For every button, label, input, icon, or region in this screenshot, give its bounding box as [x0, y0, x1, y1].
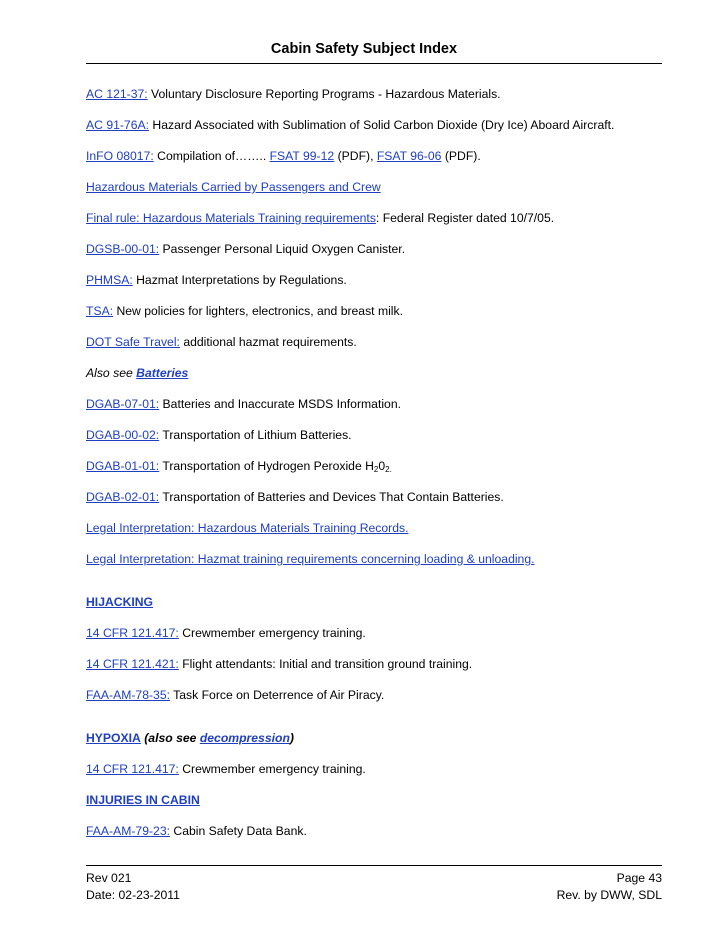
footer-line-1 [86, 870, 662, 886]
entry-text: Transportation of Hydrogen Peroxide H [159, 459, 374, 473]
page-title: Cabin Safety Subject Index [270, 41, 458, 57]
entry-phmsa [86, 272, 347, 288]
entry-also-see-batteries [86, 365, 188, 381]
heading-hypoxia [86, 730, 294, 746]
entry-dgab-02-01 [86, 489, 504, 505]
entry-ac-91-76a [86, 117, 614, 133]
page-number: Page 43 [616, 871, 662, 885]
subscript: 2 [373, 465, 379, 474]
link-phmsa[interactable]: PHMSA: [86, 273, 133, 287]
entry-text: Passenger Personal Liquid Oxygen Canister. [159, 242, 406, 256]
entry-text: Voluntary Disclosure Reporting Programs - Hazardous Materials. [147, 87, 501, 101]
entry-ac-121-37 [86, 86, 501, 102]
close-paren: ) [289, 731, 294, 745]
entry-text: Hazard Associated with Sublimation of Solid Carbon Dioxide (Dry Ice) Aboard Aircraft. [149, 118, 615, 132]
link-ac-91-76a[interactable]: AC 91-76A: [86, 118, 150, 132]
entry-text: Task Force on Deterrence of Air Piracy. [170, 688, 385, 702]
link-dgab-00-02[interactable]: DGAB-00-02: [86, 428, 160, 442]
link-ac-121-37[interactable]: AC 121-37: [86, 87, 148, 101]
link-fsat-99-12[interactable]: FSAT 99-12 [269, 149, 335, 163]
entry-legal-training-records [86, 520, 408, 536]
footer-rule [86, 865, 662, 866]
entry-faa-am-78-35 [86, 687, 384, 703]
link-tsa[interactable]: TSA: [86, 304, 114, 318]
entry-dot-safe-travel [86, 334, 357, 350]
heading-hijacking [86, 594, 153, 610]
link-dgab-07-01[interactable]: DGAB-07-01: [86, 397, 160, 411]
link-injuries-in-cabin[interactable]: INJURIES IN CABIN [86, 793, 200, 807]
link-hijacking[interactable]: HIJACKING [86, 595, 154, 609]
link-dgsb-00-01[interactable]: DGSB-00-01: [86, 242, 160, 256]
link-14cfr-121-421[interactable]: 14 CFR 121.421: [86, 657, 179, 671]
entry-dgab-00-02 [86, 427, 352, 443]
also-see-label: (also see [140, 731, 200, 745]
entry-text: Batteries and Inaccurate MSDS Information. [159, 397, 401, 411]
entry-text: Flight attendants: Initial and transition ground training. [178, 657, 473, 671]
link-dot-safe-travel[interactable]: DOT Safe Travel: [86, 335, 180, 349]
link-hypoxia[interactable]: HYPOXIA [86, 731, 141, 745]
entry-text: : Federal Register dated 10/7/05. [375, 211, 555, 225]
entry-info-08017 [86, 148, 481, 164]
link-faa-am-79-23[interactable]: FAA-AM-79-23: [86, 824, 170, 838]
revision-date: Date: 02-23-2011 [86, 888, 180, 902]
link-fsat-96-06[interactable]: FSAT 96-06 [376, 149, 442, 163]
entry-14cfr-121-417-b [86, 761, 366, 777]
link-dgab-02-01[interactable]: DGAB-02-01: [86, 490, 160, 504]
entry-text: Compilation of…….. [153, 149, 270, 163]
subscript: 2. [385, 465, 392, 474]
entry-dgab-01-01 [86, 458, 392, 478]
revision-number: Rev 021 [86, 871, 132, 885]
link-dgab-01-01[interactable]: DGAB-01-01: [86, 459, 160, 473]
entry-faa-am-79-23 [86, 823, 307, 839]
link-14cfr-121-417[interactable]: 14 CFR 121.417: [86, 626, 179, 640]
entry-14cfr-121-417 [86, 625, 366, 641]
entry-text: Hazmat Interpretations by Regulations. [132, 273, 347, 287]
entry-text: Transportation of Lithium Batteries. [159, 428, 352, 442]
entry-text: Transportation of Batteries and Devices That Contain Batteries. [159, 490, 504, 504]
revised-by: Rev. by DWW, SDL [556, 888, 662, 902]
entry-legal-loading-unloading [86, 551, 535, 567]
entry-text: Cabin Safety Data Bank. [170, 824, 307, 838]
link-decompression[interactable]: decompression [199, 731, 290, 745]
entry-text: (PDF), [334, 149, 377, 163]
entry-14cfr-121-421 [86, 656, 472, 672]
link-legal-training-records[interactable]: Legal Interpretation: Hazardous Materials Training Records. [86, 521, 409, 535]
entry-text: Crewmember emergency training. [178, 626, 366, 640]
entry-dgsb-00-01 [86, 241, 405, 257]
link-info-08017[interactable]: InFO 08017: [86, 149, 154, 163]
entry-text: (PDF). [441, 149, 481, 163]
entry-text: additional hazmat requirements. [179, 335, 357, 349]
entry-dgab-07-01 [86, 396, 401, 412]
entry-text: Crewmember emergency training. [178, 762, 366, 776]
header-rule [86, 63, 662, 64]
link-batteries[interactable]: Batteries [136, 366, 189, 380]
also-see-label: Also see [86, 366, 137, 380]
heading-injuries-in-cabin [86, 792, 200, 808]
link-final-rule-hazmat-training[interactable]: Final rule: Hazardous Materials Training requirements [86, 211, 376, 225]
entry-text: 0 [378, 459, 386, 473]
footer-line-2 [86, 887, 662, 903]
link-14cfr-121-417[interactable]: 14 CFR 121.417: [86, 762, 179, 776]
link-legal-loading-unloading[interactable]: Legal Interpretation: Hazmat training requirements concerning loading & unloading. [86, 552, 535, 566]
entry-text: New policies for lighters, electronics, and breast milk. [113, 304, 403, 318]
entry-final-rule [86, 210, 554, 226]
entry-hazmat-passengers [86, 179, 381, 195]
link-hazmat-passengers-crew[interactable]: Hazardous Materials Carried by Passengers and Crew [86, 180, 381, 194]
entry-tsa [86, 303, 403, 319]
link-faa-am-78-35[interactable]: FAA-AM-78-35: [86, 688, 170, 702]
